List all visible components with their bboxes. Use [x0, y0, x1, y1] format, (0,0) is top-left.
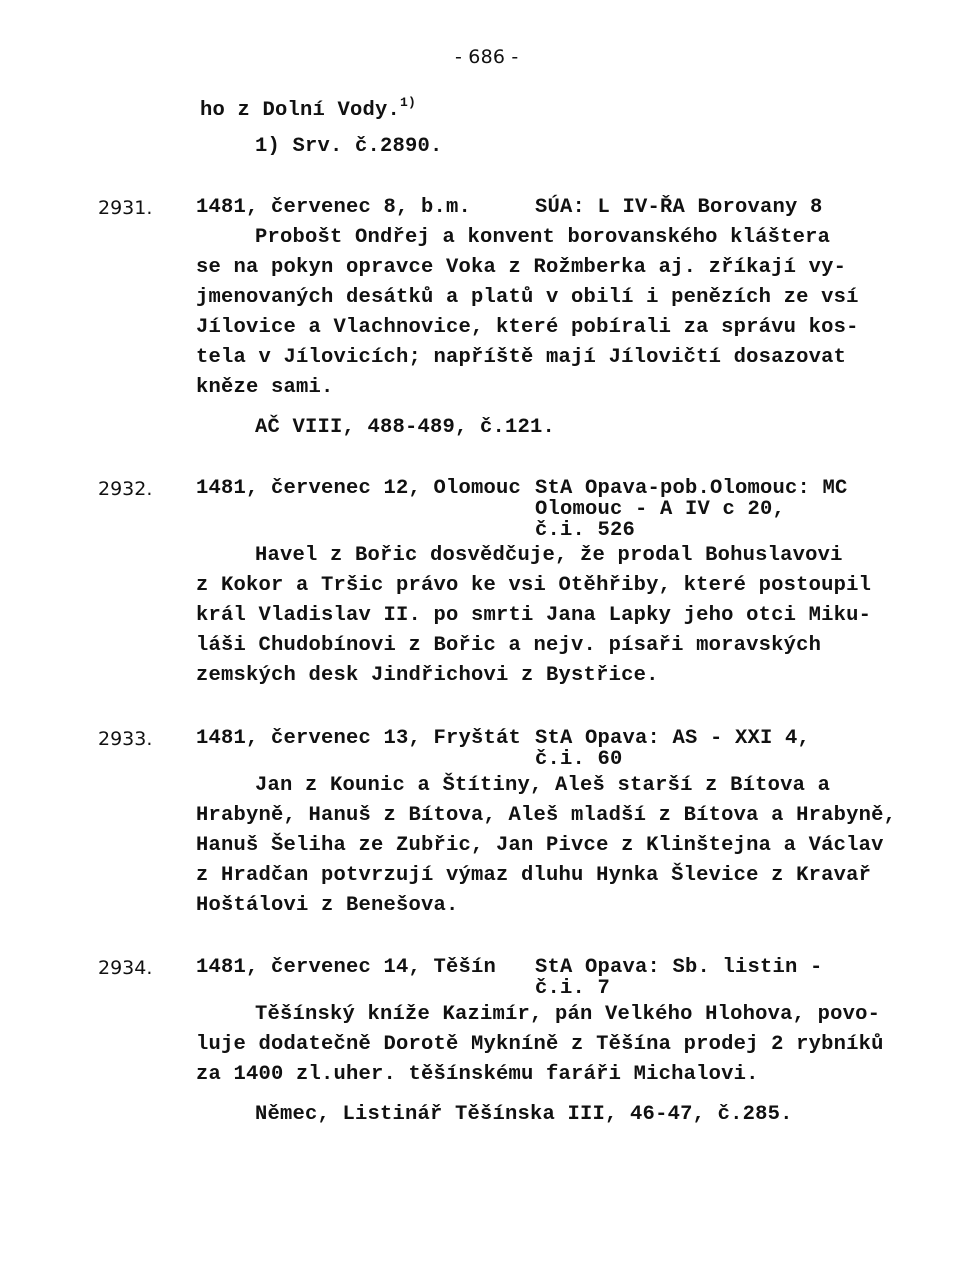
- entry-number: 2931.: [98, 197, 153, 219]
- entry-source: č.i. 526: [535, 519, 636, 542]
- page-number: - 686 -: [455, 46, 519, 68]
- text-line: Těšínský kníže Kazimír, pán Velkého Hlohova, povo-: [255, 1003, 881, 1026]
- entry-number: 2933.: [98, 728, 153, 750]
- entry-source: StA Opava: Sb. listin -: [535, 956, 823, 979]
- entry-source: SÚA: L IV-ŘA Borovany 8: [535, 196, 823, 219]
- entry-date: 1481, červenec 8, b.m.: [196, 196, 472, 219]
- text-line: král Vladislav II. po smrti Jana Lapky jeho otci Miku-: [196, 604, 872, 627]
- text-line: tela v Jílovicích; napříště mají Jílovičtí dosazovat: [196, 346, 847, 369]
- footnote: 1) Srv. č.2890.: [255, 135, 443, 158]
- text-line: zemských desk Jindřichovi z Bystřice.: [196, 664, 659, 687]
- text-line: Probošt Ondřej a konvent borovanského kláštera: [255, 226, 831, 249]
- footnote-marker: 1): [400, 95, 417, 110]
- text-line: Jan z Kounic a Štítiny, Aleš starší z Bítova a: [255, 774, 831, 797]
- text-line: Hanuš Šeliha ze Zubřic, Jan Pivce z Klinštejna a Václav: [196, 834, 884, 857]
- entry-source: StA Opava: AS - XXI 4,: [535, 727, 811, 750]
- entry-number: 2932.: [98, 478, 153, 500]
- continuation-text: [200, 88, 416, 126]
- text-line: se na pokyn opravce Voka z Rožmberka aj. zříkají vy-: [196, 256, 847, 279]
- text-line: z Hradčan potvrzují výmaz dluhu Hynka Šlevice z Kravař: [196, 864, 872, 887]
- text-line: Jílovice a Vlachnovice, které pobírali za správu kos-: [196, 316, 859, 339]
- text-line: Hrabyně, Hanuš z Bítova, Aleš mladší z Bítova a Hrabyně,: [196, 804, 897, 827]
- entry-date: 1481, červenec 14, Těšín: [196, 956, 497, 979]
- text-line: láši Chudobínovi z Bořic a nejv. písaři moravských: [196, 634, 822, 657]
- text-line: Hoštálovi z Benešova.: [196, 894, 459, 917]
- text-line: luje dodatečně Dorotě Mykníně z Těšína prodej 2 rybníků: [196, 1033, 884, 1056]
- entry-source: StA Opava-pob.Olomouc: MC: [535, 477, 848, 500]
- entry-source: č.i. 60: [535, 748, 623, 771]
- text-line: z Kokor a Tršic právo ke vsi Otěhřiby, které postoupil: [196, 574, 872, 597]
- entry-source: č.i. 7: [535, 977, 611, 1000]
- text-line: za 1400 zl.uher. těšínskému faráři Michalovi.: [196, 1063, 759, 1086]
- entry-date: 1481, červenec 12, Olomouc: [196, 477, 522, 500]
- entry-reference: AČ VIII, 488-489, č.121.: [255, 416, 556, 439]
- entry-date: 1481, červenec 13, Fryštát: [196, 727, 522, 750]
- text-line: kněze sami.: [196, 376, 334, 399]
- entry-source: Olomouc - A IV c 20,: [535, 498, 786, 521]
- continuation-line: ho z Dolní Vody.: [200, 99, 401, 122]
- text-line: Havel z Bořic dosvědčuje, že prodal Bohuslavovi: [255, 544, 843, 567]
- text-line: jmenovaných desátků a platů v obilí i penězích ze vsí: [196, 286, 859, 309]
- entry-number: 2934.: [98, 957, 153, 979]
- entry-reference: Němec, Listinář Těšínska III, 46-47, č.285.: [255, 1103, 793, 1126]
